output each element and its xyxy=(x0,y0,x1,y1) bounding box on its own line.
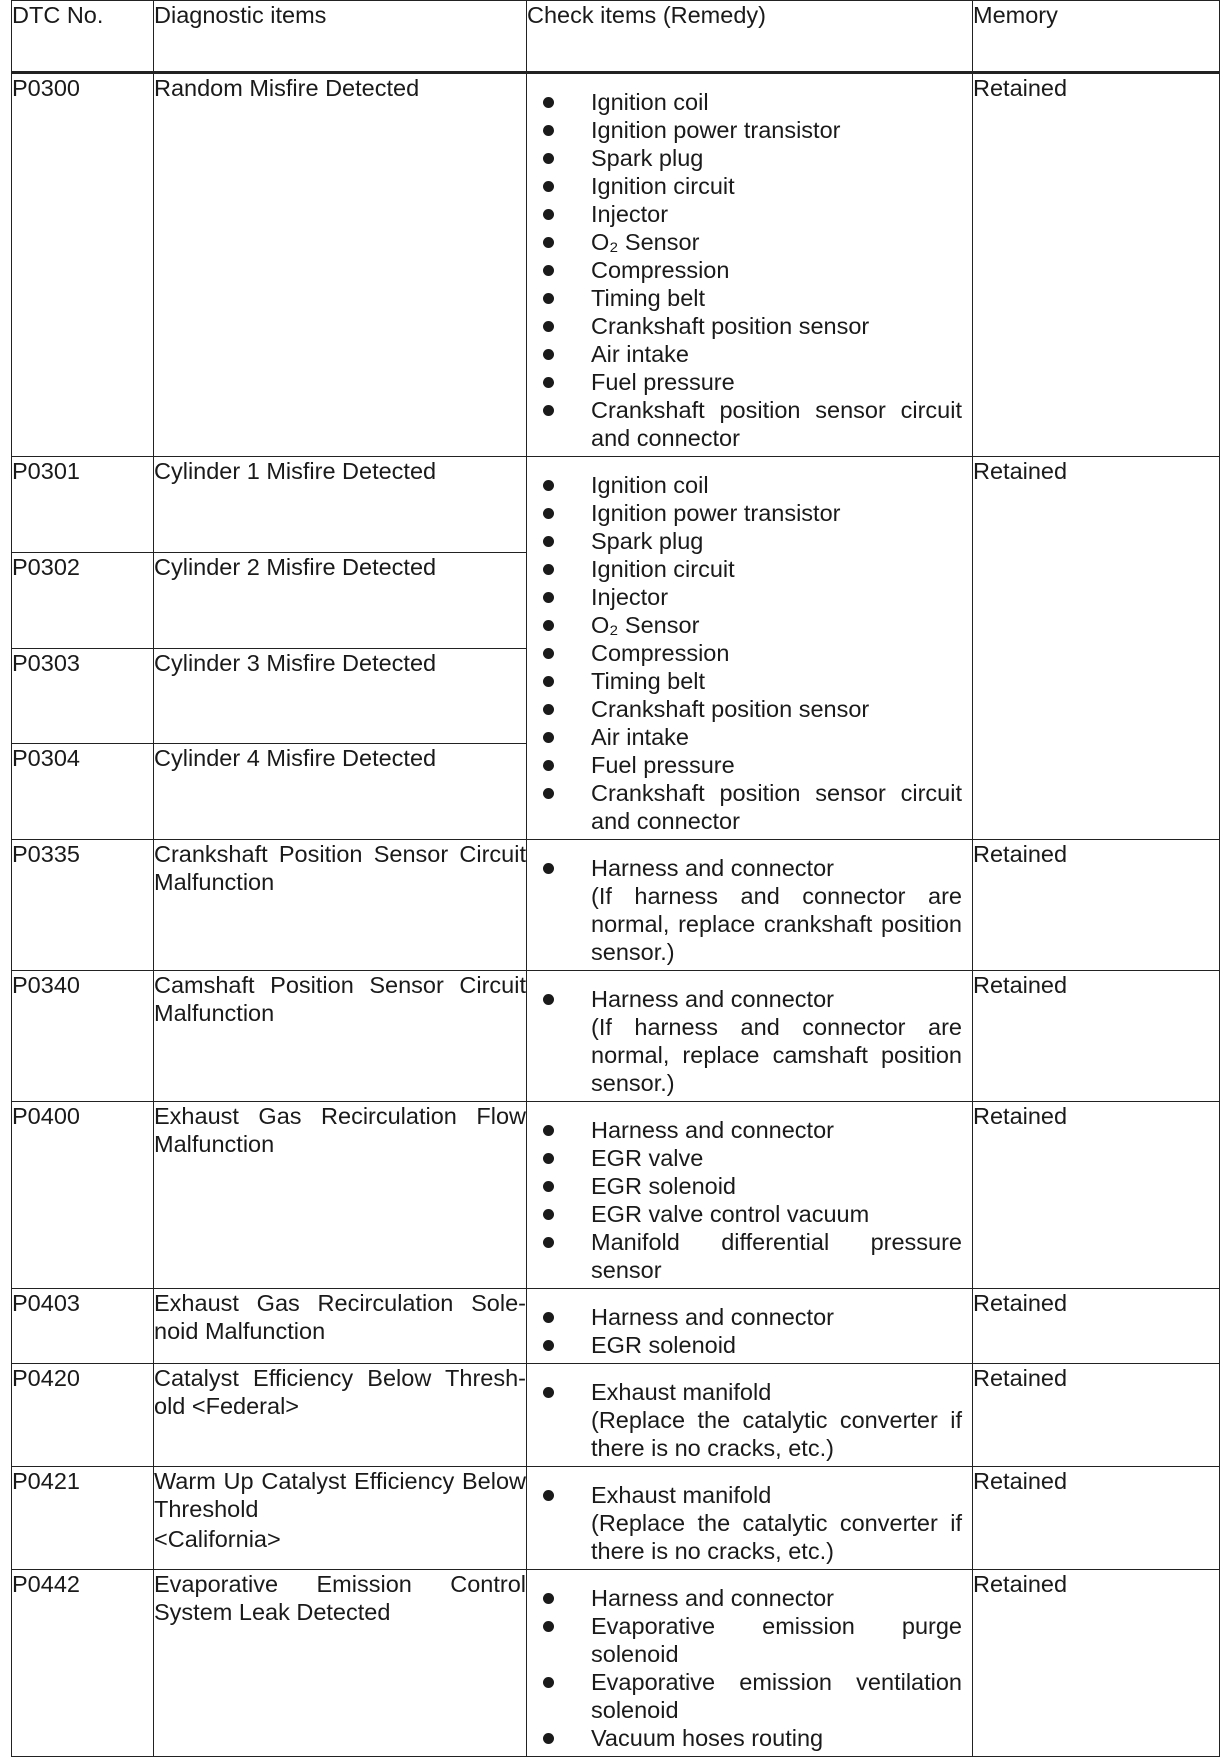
diagnostic-item-cell xyxy=(154,1289,527,1364)
check-items-list xyxy=(527,1570,972,1756)
diagnostic-item-cell xyxy=(154,73,527,457)
check-item xyxy=(539,256,962,284)
check-item-text: Fuel pressure xyxy=(591,752,735,778)
bullet-icon xyxy=(543,536,554,547)
check-item-text: Fuel pressure xyxy=(591,369,735,395)
check-item-text: Ignition power transistor xyxy=(591,500,841,526)
diagnostic-item-cell xyxy=(154,1364,527,1467)
bullet-icon xyxy=(543,1340,554,1351)
check-item xyxy=(539,1144,962,1172)
diagnostic-item-cell xyxy=(154,971,527,1102)
diagnostic-item-text: Evaporative Emission Control System Leak Detected xyxy=(154,1571,526,1625)
check-item-text: Exhaust manifold xyxy=(591,1379,772,1405)
check-item xyxy=(539,1228,962,1284)
bullet-icon xyxy=(543,676,554,687)
bullet-icon xyxy=(543,1593,554,1604)
check-items-cell xyxy=(527,1289,973,1364)
check-item xyxy=(539,144,962,172)
table-body xyxy=(12,73,1220,1757)
diagnostic-item-text: Exhaust Gas Recirculation Sole-noid Malfunction xyxy=(154,1290,526,1344)
bullet-icon xyxy=(543,1733,554,1744)
bullet-icon xyxy=(543,377,554,388)
bullet-icon xyxy=(543,1181,554,1192)
dtc-code-cell: P0420 xyxy=(12,1364,154,1467)
dtc-code-cell: P0442 xyxy=(12,1570,154,1757)
check-item xyxy=(539,228,962,256)
bullet-icon xyxy=(543,209,554,220)
dtc-code-cell: P0400 xyxy=(12,1102,154,1289)
table-row xyxy=(12,1102,1220,1289)
check-item xyxy=(539,340,962,368)
memory-cell: Retained xyxy=(973,1364,1220,1467)
memory-cell: Retained xyxy=(973,73,1220,457)
check-item-text: Air intake xyxy=(591,341,689,367)
check-item xyxy=(539,172,962,200)
check-item-text: Evaporative emission purge solenoid xyxy=(591,1613,962,1667)
check-item-text: Crankshaft position sensor circuit and connector xyxy=(591,780,962,834)
dtc-code-cell: P0403 xyxy=(12,1289,154,1364)
bullet-icon xyxy=(543,125,554,136)
bullet-icon xyxy=(543,760,554,771)
bullet-icon xyxy=(543,1237,554,1248)
check-items-cell xyxy=(527,1467,973,1570)
check-item xyxy=(539,1200,962,1228)
check-item xyxy=(539,499,962,527)
check-item xyxy=(539,695,962,723)
check-item-text: Compression xyxy=(591,640,730,666)
check-item xyxy=(539,471,962,499)
header-dtc-no: DTC No. xyxy=(12,1,154,73)
bullet-icon xyxy=(543,863,554,874)
diagnostic-item-cell xyxy=(154,1102,527,1289)
check-item xyxy=(539,200,962,228)
memory-cell: Retained xyxy=(973,1467,1220,1570)
bullet-icon xyxy=(543,1312,554,1323)
bullet-icon xyxy=(543,1490,554,1501)
check-item xyxy=(539,1724,962,1752)
check-item xyxy=(539,667,962,695)
memory-cell: Retained xyxy=(973,1102,1220,1289)
bullet-icon xyxy=(543,1677,554,1688)
check-item xyxy=(539,1584,962,1612)
check-item-text: Air intake xyxy=(591,724,689,750)
check-item xyxy=(539,723,962,751)
bullet-icon xyxy=(543,321,554,332)
check-item-text: Harness and connector xyxy=(591,1585,834,1611)
dtc-table-sheet xyxy=(11,0,1219,1760)
diagnostic-item-cell: Cylinder 4 Misfire Detected xyxy=(154,744,527,840)
check-item-text: Harness and connector xyxy=(591,1304,834,1330)
check-item xyxy=(539,779,962,835)
diagnostic-item-text: Random Misfire Detected xyxy=(154,75,420,101)
dtc-table xyxy=(11,0,1220,1757)
check-item xyxy=(539,1172,962,1200)
check-items-list xyxy=(527,971,972,1101)
check-item xyxy=(539,1378,962,1406)
table-row xyxy=(12,1570,1220,1757)
check-items-list xyxy=(527,840,972,970)
bullet-icon xyxy=(543,265,554,276)
table-row xyxy=(12,1364,1220,1467)
check-item xyxy=(539,1612,962,1668)
check-items-cell xyxy=(527,73,973,457)
bullet-icon xyxy=(543,620,554,631)
table-row xyxy=(12,73,1220,457)
bullet-icon xyxy=(543,293,554,304)
check-item-text: Harness and connector xyxy=(591,855,834,881)
check-item xyxy=(539,1331,962,1359)
check-item-text: Crankshaft position sensor circuit and connector xyxy=(591,397,962,451)
check-items-list xyxy=(527,1364,972,1466)
check-items-cell xyxy=(527,971,973,1102)
check-item-text: EGR valve control vacuum xyxy=(591,1201,870,1227)
check-item xyxy=(539,396,962,452)
check-items-list xyxy=(527,457,972,839)
bullet-icon xyxy=(543,788,554,799)
check-item-text: Crankshaft position sensor xyxy=(591,696,870,722)
dtc-code-cell: P0340 xyxy=(12,971,154,1102)
dtc-code-cell: P0301 xyxy=(12,457,154,553)
bullet-icon xyxy=(543,237,554,248)
table-row xyxy=(12,971,1220,1102)
bullet-icon xyxy=(543,732,554,743)
check-item xyxy=(539,583,962,611)
table-row xyxy=(12,840,1220,971)
check-item-text: Crankshaft position sensor xyxy=(591,313,870,339)
check-item xyxy=(539,1668,962,1724)
diagnostic-item-cell xyxy=(154,1570,527,1757)
header-row xyxy=(12,1,1220,73)
check-item-text: Ignition power transistor xyxy=(591,117,841,143)
check-items-list xyxy=(527,1467,972,1569)
check-item xyxy=(539,88,962,116)
diagnostic-item-cell: Cylinder 1 Misfire Detected xyxy=(154,457,527,553)
memory-cell: Retained xyxy=(973,1289,1220,1364)
check-item xyxy=(539,854,962,882)
memory-cell: Retained xyxy=(973,1570,1220,1757)
check-items-cell xyxy=(527,1102,973,1289)
check-item-text: Spark plug xyxy=(591,145,704,171)
check-items-cell xyxy=(527,840,973,971)
header-check-items: Check items (Remedy) xyxy=(527,1,973,73)
check-item xyxy=(539,368,962,396)
diagnostic-item-text: Camshaft Position Sensor Circuit Malfunction xyxy=(154,972,526,1026)
bullet-icon xyxy=(543,1387,554,1398)
header-memory: Memory xyxy=(973,1,1220,73)
check-items-cell xyxy=(527,1570,973,1757)
bullet-icon xyxy=(543,564,554,575)
bullet-icon xyxy=(543,97,554,108)
check-items-list xyxy=(527,1289,972,1363)
check-items-cell xyxy=(527,1364,973,1467)
bullet-icon xyxy=(543,994,554,1005)
check-item-text: Ignition circuit xyxy=(591,556,735,582)
check-item-text: Compression xyxy=(591,257,730,283)
check-item-text: Harness and connector xyxy=(591,1117,834,1143)
check-item-text: Vacuum hoses routing xyxy=(591,1725,824,1751)
table-row xyxy=(12,1467,1220,1570)
check-item-text: Injector xyxy=(591,201,669,227)
dtc-code-cell: P0335 xyxy=(12,840,154,971)
diagnostic-item-cell: Cylinder 3 Misfire Detected xyxy=(154,648,527,744)
diagnostic-item-text: Warm Up Catalyst Efficiency Below Threshold xyxy=(154,1468,526,1522)
diagnostic-item-qualifier: <California> xyxy=(154,1526,281,1552)
check-item xyxy=(539,116,962,144)
bullet-icon xyxy=(543,648,554,659)
dtc-code-cell: P0303 xyxy=(12,648,154,744)
bullet-icon xyxy=(543,480,554,491)
bullet-icon xyxy=(543,1209,554,1220)
memory-cell: Retained xyxy=(973,457,1220,840)
check-item-text: EGR solenoid xyxy=(591,1332,736,1358)
check-item-text: Timing belt xyxy=(591,285,706,311)
bullet-icon xyxy=(543,704,554,715)
check-item xyxy=(539,527,962,555)
bullet-icon xyxy=(543,405,554,416)
check-item-text: Timing belt xyxy=(591,668,706,694)
check-item-text: Exhaust manifold xyxy=(591,1482,772,1508)
dtc-code-cell: P0421 xyxy=(12,1467,154,1570)
check-item-text: Ignition circuit xyxy=(591,173,735,199)
check-item xyxy=(539,611,962,639)
check-item-text: O₂ Sensor xyxy=(591,229,700,255)
check-item-text: EGR solenoid xyxy=(591,1173,736,1199)
check-item xyxy=(539,1481,962,1509)
table-row xyxy=(12,1289,1220,1364)
bullet-icon xyxy=(543,508,554,519)
diagnostic-item-cell xyxy=(154,840,527,971)
check-item-text: Evaporative emission ventilation solenoid xyxy=(591,1669,962,1723)
check-item xyxy=(539,1303,962,1331)
diagnostic-item-text: Crankshaft Position Sensor Circuit Malfunction xyxy=(154,841,526,895)
check-items-list xyxy=(527,74,972,456)
check-item xyxy=(539,284,962,312)
dtc-code-cell: P0304 xyxy=(12,744,154,840)
remedy-note: (Replace the catalytic converter if there is no cracks, etc.) xyxy=(591,1407,962,1461)
dtc-code-cell: P0302 xyxy=(12,552,154,648)
check-item-text: Spark plug xyxy=(591,528,704,554)
check-item-text: EGR valve xyxy=(591,1145,704,1171)
bullet-icon xyxy=(543,181,554,192)
diagnostic-item-cell: Cylinder 2 Misfire Detected xyxy=(154,552,527,648)
diagnostic-item-text: Catalyst Efficiency Below Thresh-old <Federal> xyxy=(154,1365,526,1419)
memory-cell: Retained xyxy=(973,971,1220,1102)
bullet-icon xyxy=(543,349,554,360)
check-items-list xyxy=(527,1102,972,1288)
remedy-note: (Replace the catalytic converter if there is no cracks, etc.) xyxy=(591,1510,962,1564)
bullet-icon xyxy=(543,1153,554,1164)
diagnostic-item-cell xyxy=(154,1467,527,1570)
check-item xyxy=(539,639,962,667)
bullet-icon xyxy=(543,1621,554,1632)
dtc-code-cell: P0300 xyxy=(12,73,154,457)
bullet-icon xyxy=(543,153,554,164)
remedy-note: (If harness and connector are normal, replace crankshaft position sensor.) xyxy=(591,883,962,965)
check-item-text: O₂ Sensor xyxy=(591,612,700,638)
diagnostic-item-text: Exhaust Gas Recirculation Flow Malfunction xyxy=(154,1103,526,1157)
header-diagnostic-items: Diagnostic items xyxy=(154,1,527,73)
check-items-cell xyxy=(527,457,973,840)
bullet-icon xyxy=(543,1125,554,1136)
check-item xyxy=(539,1116,962,1144)
check-item xyxy=(539,985,962,1013)
check-item xyxy=(539,751,962,779)
check-item-text: Manifold differential pressure sensor xyxy=(591,1229,962,1283)
check-item-text: Ignition coil xyxy=(591,89,709,115)
remedy-note: (If harness and connector are normal, replace camshaft position sensor.) xyxy=(591,1014,962,1096)
check-item xyxy=(539,555,962,583)
table-row xyxy=(12,457,1220,553)
bullet-icon xyxy=(543,592,554,603)
check-item-text: Injector xyxy=(591,584,669,610)
check-item-text: Harness and connector xyxy=(591,986,834,1012)
check-item-text: Ignition coil xyxy=(591,472,709,498)
memory-cell: Retained xyxy=(973,840,1220,971)
check-item xyxy=(539,312,962,340)
